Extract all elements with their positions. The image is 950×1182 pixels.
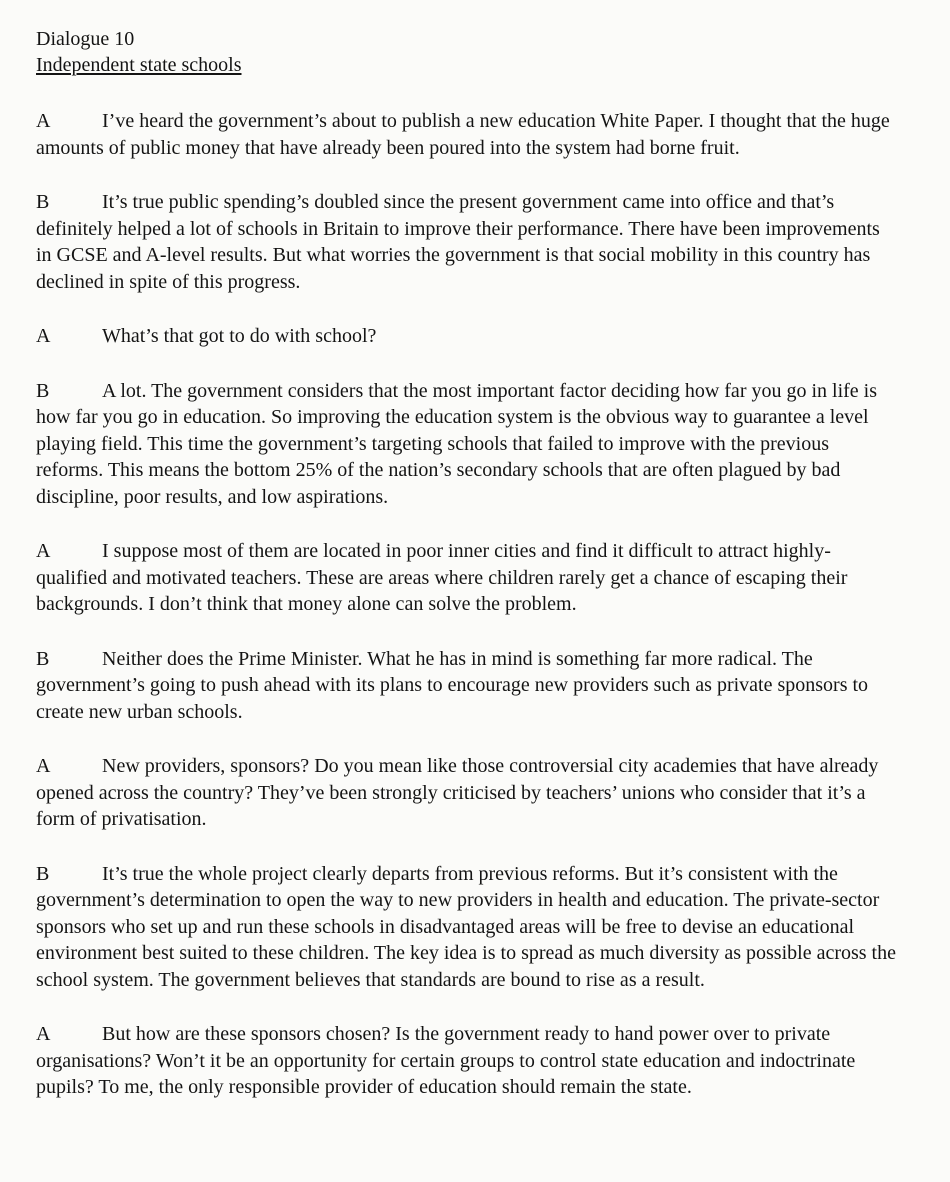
dialogue-turn: [36, 861, 898, 994]
dialogue-turn: [36, 378, 898, 511]
speaker-label: A: [36, 540, 51, 562]
dialogue-turns: [36, 108, 898, 1101]
turn-text: I suppose most of them are located in poor inner cities and find it difficult to attract highly-qualified and motivated teachers. These are areas where children rarely get a chance of escaping their backgrounds. I don’t think that money alone can solve the problem.: [36, 540, 848, 615]
speaker-label: A: [36, 325, 51, 347]
speaker-label: B: [36, 647, 50, 670]
speaker-label: B: [36, 862, 50, 885]
speaker-label: A: [36, 1023, 51, 1045]
dialogue-turn: [36, 1021, 898, 1101]
turn-text: New providers, sponsors? Do you mean like those controversial city academies that have already opened across the country? They’ve been strongly criticised by teachers’ unions who consider that it’s a form of privatisation.: [36, 755, 879, 830]
speaker-label: A: [36, 110, 51, 132]
dialogue-turn: [36, 189, 898, 295]
dialogue-turn: [36, 108, 898, 161]
speaker-label: A: [36, 755, 51, 777]
turn-text: Neither does the Prime Minister. What he has in mind is something far more radical. The government’s going to push ahead with its plans to encourage new providers such as private sponsors to create new urban schools.: [36, 647, 869, 723]
dialogue-turn: [36, 538, 898, 618]
speaker-label: B: [36, 191, 50, 213]
turn-text: What’s that got to do with school?: [102, 325, 377, 347]
dialogue-turn: [36, 646, 898, 726]
speaker-label: B: [36, 379, 50, 402]
turn-text: It’s true the whole project clearly departs from previous reforms. But it’s consistent with the government’s determination to open the way to new providers in health and education. The private-sector sponsors who set up and run these schools in disadvantaged areas will be free to devise an educational environment best suited to these children. The key idea is to spread as much diversity as possible across the school system. The government believes that standards are bound to rise as a result.: [36, 862, 896, 991]
dialogue-turn: [36, 753, 898, 833]
dialogue-title: Independent state schools: [36, 54, 242, 76]
turn-text: It’s true public spending’s doubled since the present government came into office and that’s definitely helped a lot of schools in Britain to improve their performance. There have been improvements in GCSE and A-level results. But what worries the government is that social mobility in this country has declined in spite of this progress.: [36, 191, 880, 293]
dialogue-number: Dialogue 10: [36, 28, 135, 50]
turn-text: A lot. The government considers that the most important factor deciding how far you go in life is how far you go in education. So improving the education system is the obvious way to guarantee a level playing field. This time the government’s targeting schools that failed to improve with the previous reforms. This means the bottom 25% of the nation’s secondary schools that are often plagued by bad discipline, poor results, and low aspirations.: [36, 379, 878, 508]
turn-text: I’ve heard the government’s about to publish a new education White Paper. I thought that the huge amounts of public money that have already been poured into the system had borne fruit.: [36, 110, 890, 159]
turn-text: But how are these sponsors chosen? Is the government ready to hand power over to private organisations? Won’t it be an opportunity for certain groups to control state education and indoctrinate pupils? To me, the only responsible provider of education should remain the state.: [36, 1023, 856, 1098]
dialogue-turn: [36, 323, 898, 350]
